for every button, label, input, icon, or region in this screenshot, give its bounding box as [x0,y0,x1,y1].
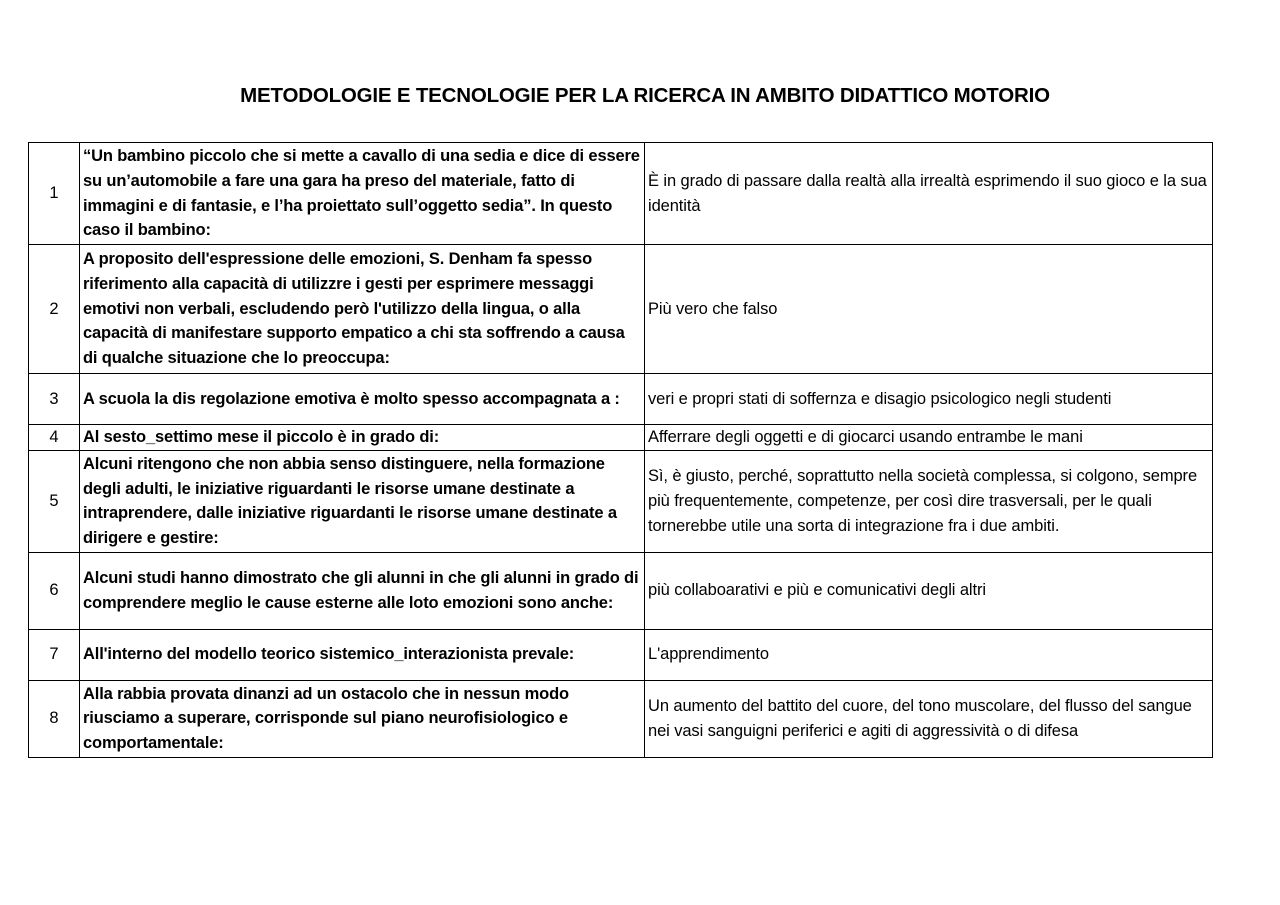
question-cell: Al sesto_settimo mese il piccolo è in grado di: [80,425,645,451]
question-cell: A proposito dell'espressione delle emozioni, S. Denham fa spesso riferimento alla capacità di utilizzre i gesti per esprimere messaggi emotivi non verbali, escludendo però l'utilizzo della lingua, o alla capacità di manifestare supporto empatico a chi sta soffrendo a causa di qualche situazione che lo preoccupa: [80,245,645,374]
answer-cell: Afferrare degli oggetti e di giocarci usando entrambe le mani [645,425,1213,451]
table-row [29,143,1213,245]
table-row [29,552,1213,629]
row-number: 5 [29,450,80,552]
question-cell: Alcuni ritengono che non abbia senso distinguere, nella formazione degli adulti, le iniziative riguardanti le risorse umane destinate a intraprendere, dalle iniziative riguardanti le risorse umane destinate a dirigere e gestire: [80,450,645,552]
row-number: 1 [29,143,80,245]
answer-cell: L'apprendimento [645,629,1213,680]
row-number: 7 [29,629,80,680]
question-cell: Alcuni studi hanno dimostrato che gli alunni in che gli alunni in grado di comprendere meglio le cause esterne alle loto emozioni sono anche: [80,552,645,629]
row-number: 3 [29,374,80,425]
answer-cell: Sì, è giusto, perché, soprattutto nella società complessa, si colgono, sempre più frequentemente, competenze, per così dire trasversali, per le quali tornerebbe utile una sorta di integrazione fra i due ambiti. [645,450,1213,552]
table-row [29,629,1213,680]
question-cell: Alla rabbia provata dinanzi ad un ostacolo che in nessun modo riusciamo a superare, corrisponde sul piano neurofisiologico e comportamentale: [80,680,645,757]
row-number: 2 [29,245,80,374]
row-number: 4 [29,425,80,451]
row-number: 6 [29,552,80,629]
page-title: METODOLOGIE E TECNOLOGIE PER LA RICERCA IN AMBITO DIDATTICO MOTORIO [240,84,1050,107]
answer-cell: veri e propri stati di soffernza e disagio psicologico negli studenti [645,374,1213,425]
table-row [29,450,1213,552]
question-cell: “Un bambino piccolo che si mette a cavallo di una sedia e dice di essere su un’automobile a fare una gara ha preso del materiale, fatto di immagini e di fantasie, e l’ha proiettato sull’oggetto sedia”. In questo caso il bambino: [80,143,645,245]
qa-table [28,142,1213,758]
table-row [29,245,1213,374]
table-row [29,374,1213,425]
question-cell: All'interno del modello teorico sistemico_interazionista prevale: [80,629,645,680]
answer-cell: È in grado di passare dalla realtà alla irrealtà esprimendo il suo gioco e la sua identità [645,143,1213,245]
row-number: 8 [29,680,80,757]
question-cell: A scuola la dis regolazione emotiva è molto spesso accompagnata a : [80,374,645,425]
answer-cell: più collaboarativi e più e comunicativi degli altri [645,552,1213,629]
answer-cell: Più vero che falso [645,245,1213,374]
answer-cell: Un aumento del battito del cuore, del tono muscolare, del flusso del sangue nei vasi sanguigni periferici e agiti di aggressività o di difesa [645,680,1213,757]
table-row [29,680,1213,757]
table-row [29,425,1213,451]
